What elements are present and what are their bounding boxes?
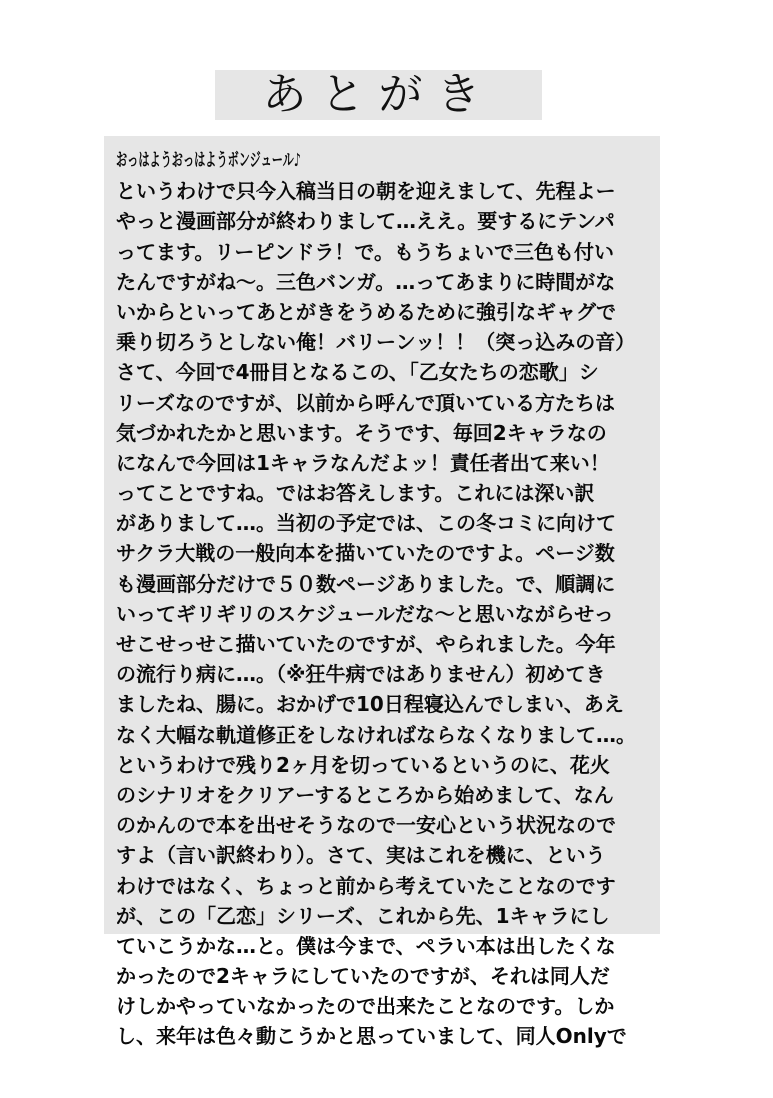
text-line: がありまして…。当初の予定では、この冬コミに向けて — [116, 511, 616, 536]
text-line: のシナリオをクリアーするところから始めまして、なん — [116, 782, 614, 807]
text-line: ってます。リーピンドラ！で。もうちょいで三色も付い — [116, 239, 614, 264]
text-line: すよ（言い訳終わり）。さて、実はこれを機に、という — [116, 843, 606, 868]
text-line: というわけで只今入稿当日の朝を迎えまして、先程よー — [116, 179, 616, 204]
text-line: の流行り病に…。（※狂牛病ではありません）初めてき — [116, 662, 606, 687]
text-line: ましたね、腸に。おかげで10日程寝込んでしまい、あえ — [116, 692, 624, 717]
page-title: あとがき — [262, 69, 495, 120]
text-line: いってギリギリのスケジュールだな〜と思いながらせっ — [116, 601, 614, 626]
text-line: も漫画部分だけで５０数ページありました。で、順調に — [116, 571, 616, 596]
text-line: わけではなく、ちょっと前から考えていたことなのです — [116, 873, 616, 898]
text-line: し、来年は色々動こうかと思っていまして、同人Onlyで — [116, 1024, 627, 1049]
text-line: かったので2キャラにしていたのですが、それは同人だ — [116, 964, 610, 989]
title-box — [215, 70, 542, 120]
text-line: さて、今回で4冊目となるこの、「乙女たちの恋歌」シ — [116, 360, 599, 385]
text-line: というわけで残り2ヶ月を切っているというのに、花火 — [116, 752, 610, 777]
text-line: のかんので本を出せそうなので一安心という状況なので — [116, 813, 616, 838]
text-line: になんで今回は1キャラなんだよッ！責任者出て来い！ — [116, 450, 610, 475]
text-line: 気づかれたかと思います。そうです、毎回2キャラなの — [116, 420, 607, 445]
text-line: が、この「乙恋」シリーズ、これから先、1キャラにし — [116, 903, 610, 928]
text-line: けしかやっていなかったので出来たことなのです。しか — [116, 994, 615, 1019]
afterword-text-block — [104, 136, 660, 1049]
text-line: サクラ大戦の一般向本を描いていたのですよ。ページ数 — [116, 541, 615, 566]
text-line: おっはようおっはようボンジュール♪ — [116, 150, 301, 171]
text-line: たんですがね〜。三色バンガ。…ってあまりに時間がな — [116, 269, 616, 294]
text-line: リーズなのですが、以前から呼んで頂いている方たちは — [116, 390, 615, 415]
text-line: せこせっせこ描いていたのですが、やられました。今年 — [116, 632, 616, 656]
text-line: いからといってあとがきをうめるために強引なギャグで — [116, 299, 616, 324]
text-line: 乗り切ろうとしない俺！バリーンッ！！（突っ込みの音） — [116, 330, 636, 355]
text-line: ていこうかな…と。僕は今まで、ペラい本は出したくな — [116, 933, 616, 958]
text-line: なく大幅な軌道修正をしなければならなくなりまして…。 — [116, 722, 636, 747]
text-line: やっと漫画部分が終わりまして…ええ。要するにテンパ — [116, 209, 615, 234]
text-line: ってことですね。ではお答えします。これには深い訳 — [116, 481, 595, 506]
